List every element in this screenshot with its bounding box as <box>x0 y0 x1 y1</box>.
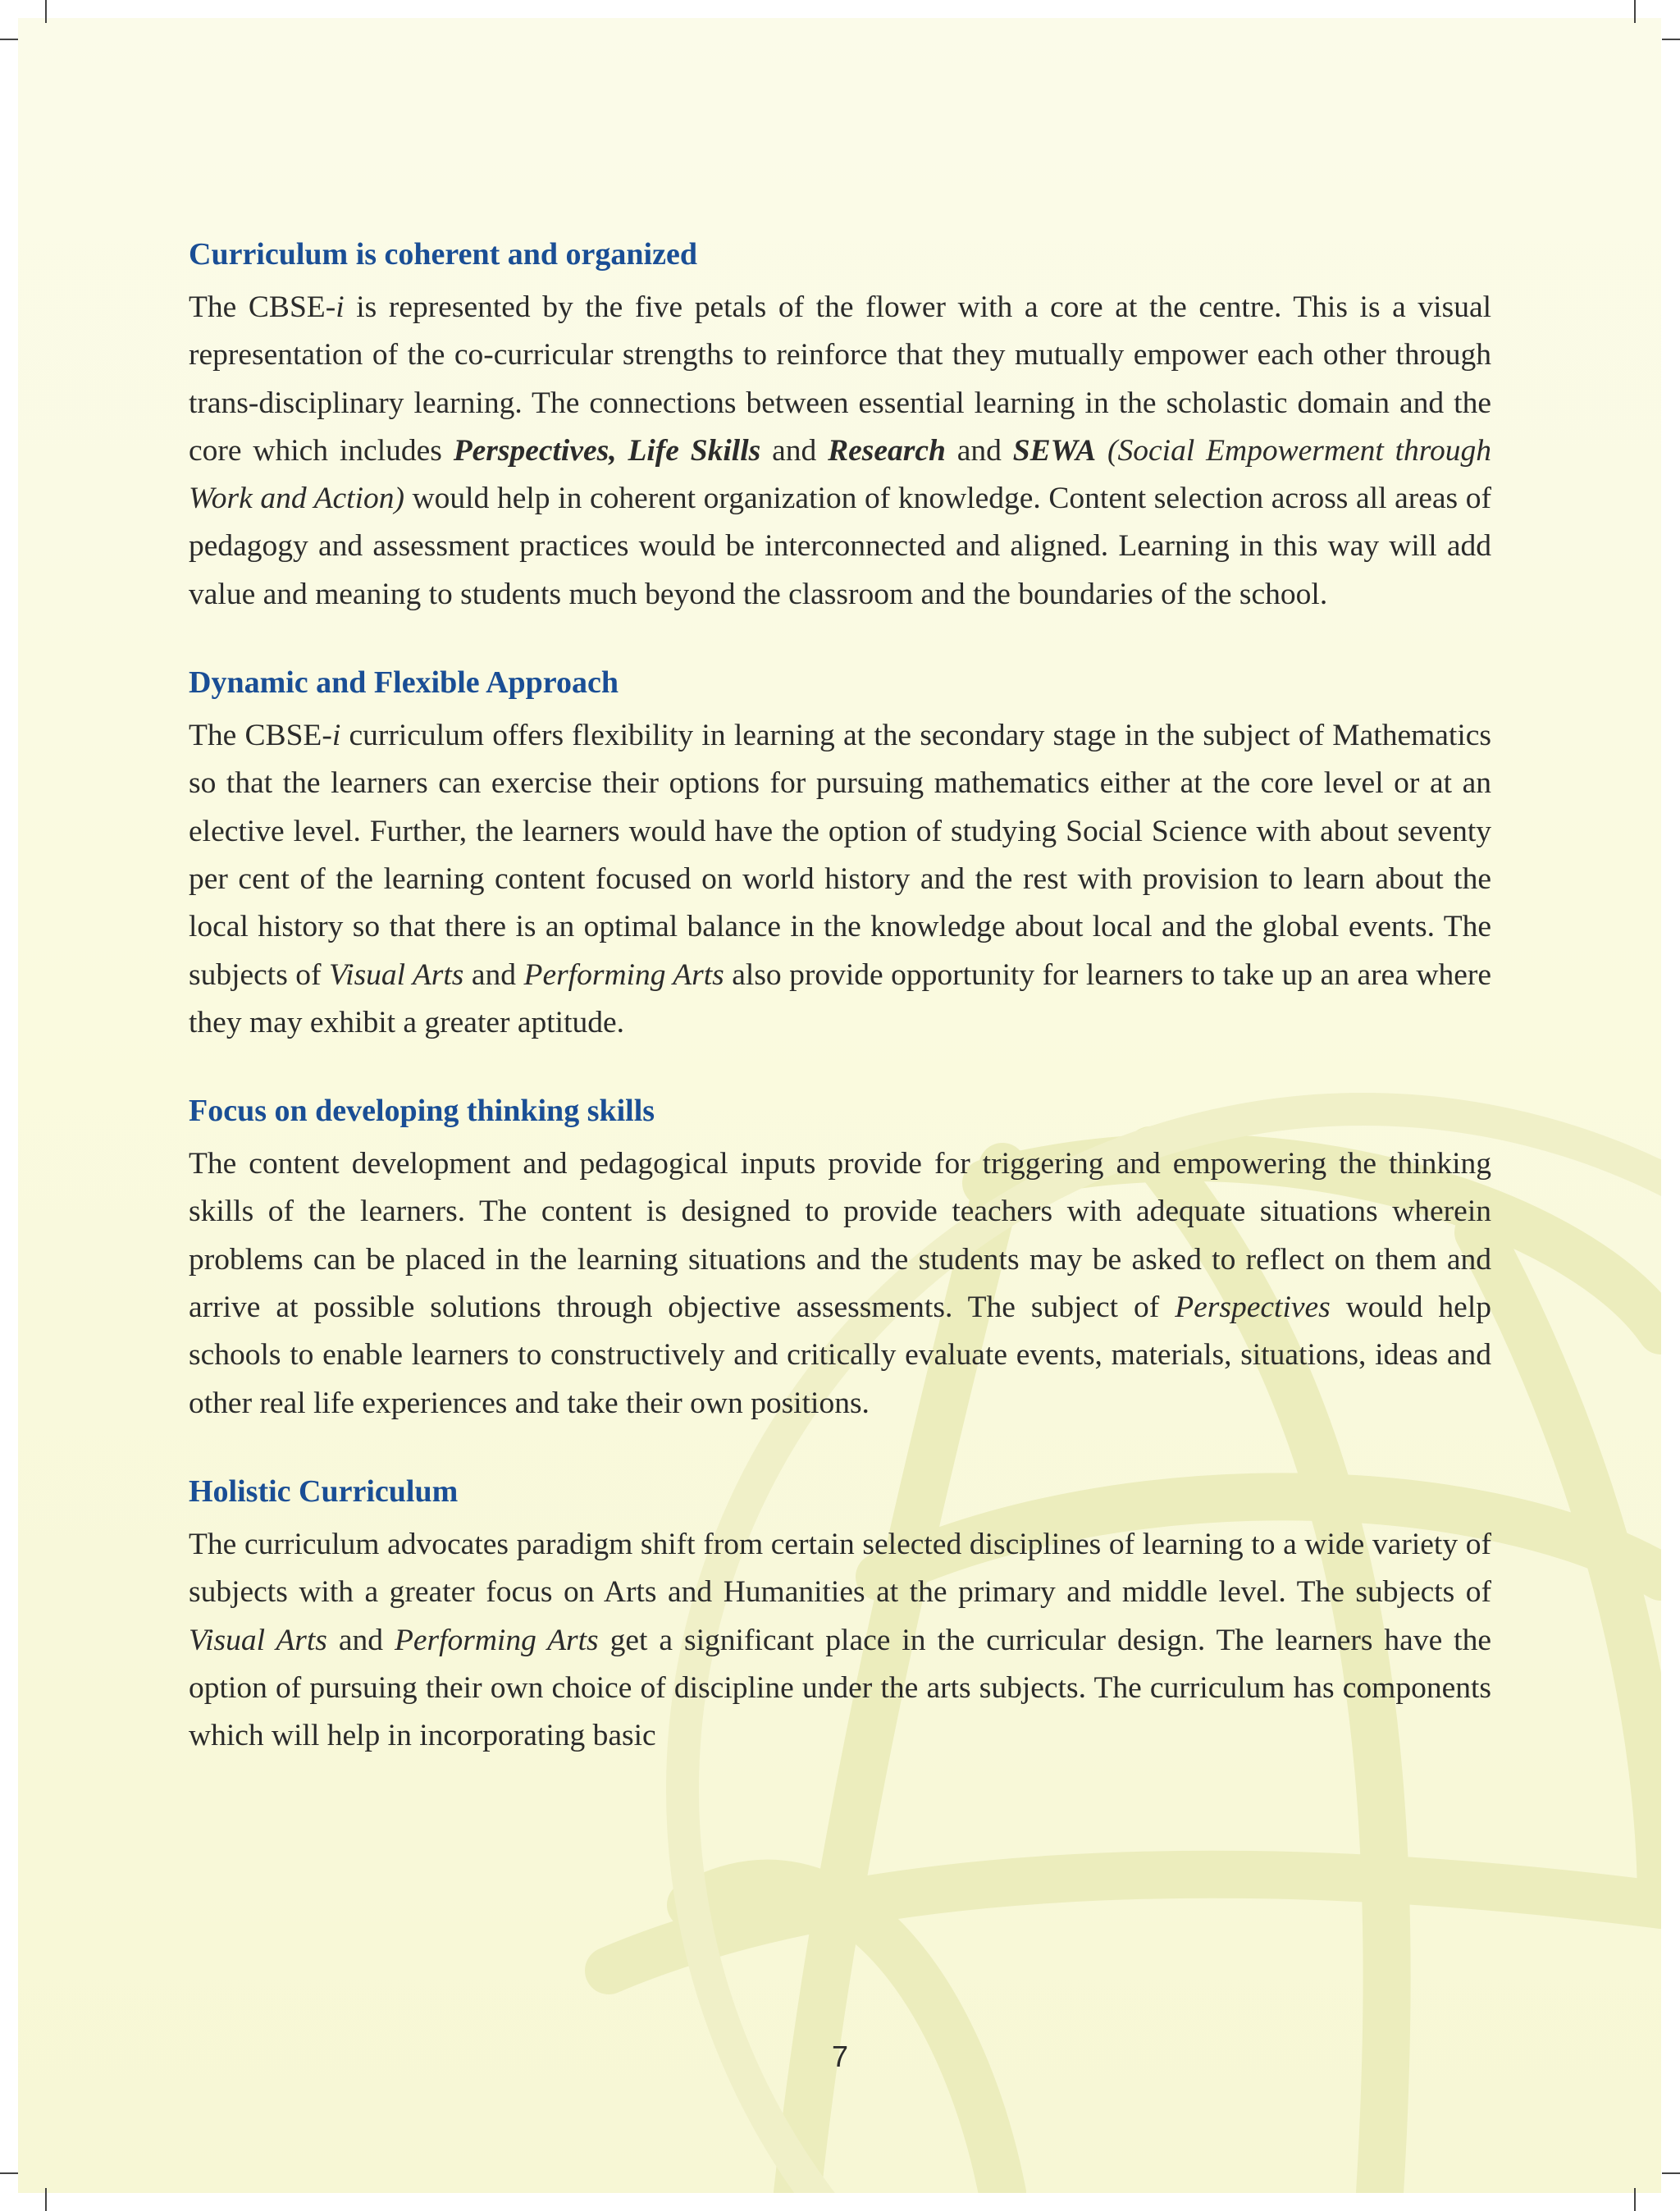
text-run: Performing Arts <box>394 1623 599 1657</box>
text-run: Perspectives, Life Skills <box>453 433 761 468</box>
section-paragraph <box>189 1140 1491 1428</box>
crop-mark-top-left-h <box>0 39 18 40</box>
crop-mark-bottom-left-h <box>0 2172 18 2174</box>
text-run: would help schools to enable learners to constructively and critically evaluate events, materials, situations, ideas and other real life experiences and take their own positions. <box>189 1291 1491 1420</box>
text-run: also provide opportunity for learners to take up an area where they may exhibit a greater aptitude. <box>189 957 1491 1039</box>
text-run: get a significant place in the curricular design. The learners have the option of pursuing their own choice of discipline under the arts subjects. The curriculum has components which will help in incorporating basic <box>189 1623 1491 1753</box>
text-run <box>1096 434 1107 468</box>
section-heading: Focus on developing thinking skills <box>189 1094 655 1129</box>
text-run: and <box>760 433 829 468</box>
text-run: The CBSE- <box>189 290 336 324</box>
crop-mark-bottom-right-v <box>1634 2188 1636 2211</box>
section-dynamic-flexible <box>189 663 1491 1047</box>
text-run: Research <box>828 433 946 468</box>
text-run: Visual Arts <box>329 957 464 992</box>
text-run: Perspectives <box>1175 1291 1331 1325</box>
text-run: SEWA <box>1012 433 1097 468</box>
text-run: The curriculum advocates paradigm shift from certain selected disciplines of learning to a wide variety of subjects with a greater focus on Arts and Humanities at the primary and middle level. The subjects of <box>189 1527 1491 1610</box>
crop-mark-top-left-v <box>45 0 47 23</box>
section-holistic-curriculum <box>189 1472 1491 1760</box>
text-run: The content development and pedagogical inputs provide for triggering and empowering the thinking skills of the learners. The content is designed to provide teachers with adequate situations wherein problems can be placed in the learning situations and the students may be asked to reflect on them and arrive at possible solutions through objective assessments. The subject of <box>189 1147 1491 1325</box>
crop-mark-bottom-left-v <box>45 2188 47 2211</box>
section-paragraph <box>189 1521 1491 1760</box>
text-run: and <box>326 1623 395 1657</box>
page-number: 7 <box>831 2040 849 2073</box>
section-heading: Holistic Curriculum <box>189 1473 459 1509</box>
text-run: is represented by the five petals of the flower with a core at the centre. This is a visual representation of the co-curricular strengths to reinforce that they mutually empower each other through trans-disciplinary learning. The connections between essential learning in the scholastic domain and the core which includes <box>189 290 1492 468</box>
crop-mark-bottom-right-h <box>1662 2172 1680 2174</box>
page-content <box>189 235 1491 1804</box>
section-paragraph <box>189 284 1491 619</box>
text-run: The CBSE- <box>189 719 332 753</box>
text-run: Performing Arts <box>523 957 724 992</box>
section-thinking-skills <box>189 1091 1491 1428</box>
text-run: and <box>945 433 1013 468</box>
section-heading: Dynamic and Flexible Approach <box>189 665 619 701</box>
text-run: (Social Empowerment through Work and Action) <box>189 433 1491 516</box>
text-run: Visual Arts <box>189 1623 327 1657</box>
section-heading: Curriculum is coherent and organized <box>189 237 697 272</box>
section-coherent-curriculum <box>189 235 1491 619</box>
text-run: would help in coherent organization of knowledge. Content selection across all areas of pedagogy and assessment practices would be interconnected and aligned. Learning in this way will add value and meaning to students much beyond the classroom and the boundaries of the school. <box>189 482 1492 611</box>
text-run: i <box>336 290 345 324</box>
crop-mark-top-right-v <box>1634 0 1636 23</box>
text-run: and <box>463 957 524 992</box>
crop-mark-top-right-h <box>1662 39 1680 40</box>
section-paragraph <box>189 712 1491 1047</box>
text-run: curriculum offers flexibility in learning at the secondary stage in the subject of Mathematics so that the learners can exercise their options for pursuing mathematics either at the core level or at an elective level. Further, the learners would have the option of studying Social Science with about seventy per cent of the learning content focused on world history and the rest with provision to learn about the local history so that there is an optimal balance in the knowledge about local and the global events. The subjects of <box>189 719 1491 992</box>
text-run: i <box>331 719 341 753</box>
